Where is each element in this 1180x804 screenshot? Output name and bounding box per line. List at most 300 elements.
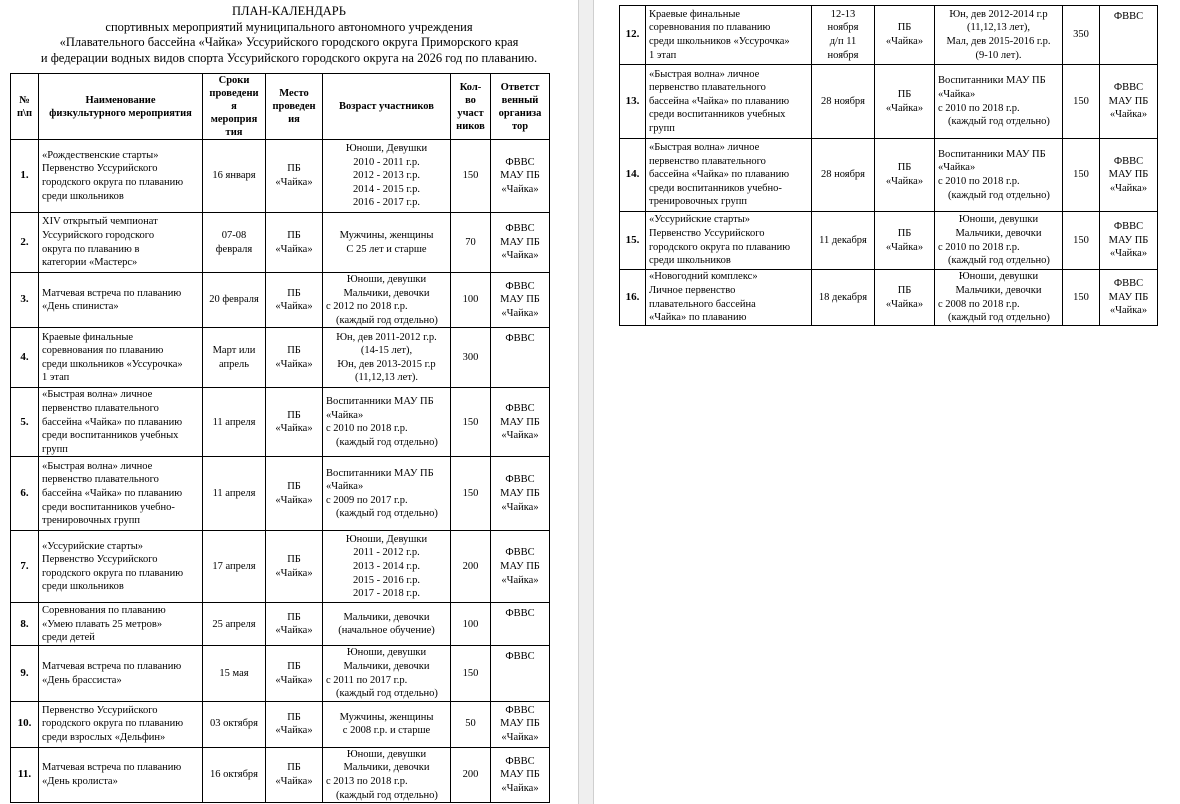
cell-line: МАУ ПБ: [500, 488, 540, 500]
column-header-organizer: [491, 74, 550, 140]
cell-line: МАУ ПБ: [1108, 169, 1149, 181]
cell-line: Соревнования по плаванию: [42, 604, 166, 616]
cell-line: 2014 - 2015 г.р.: [353, 183, 420, 195]
cell-line: «Быстрая волна» личное: [649, 68, 760, 80]
cell-line: «Чайка»: [275, 358, 313, 370]
cell-line: Уссурийского городского: [42, 229, 155, 241]
cell-line: МАУ ПБ: [1108, 291, 1149, 303]
cell-line: Мальчики, девочки: [343, 762, 430, 774]
cell-line: среди воспитанников учебных: [649, 109, 786, 121]
cell-line: МАУ ПБ: [500, 170, 540, 182]
participants-age: [323, 646, 451, 701]
table-row: [620, 270, 1158, 326]
column-header-line: Ответст: [500, 81, 540, 93]
cell-line: 2013 - 2014 г.р.: [353, 561, 420, 573]
cell-line: Первенство Уссурийского: [649, 227, 765, 239]
event-date: [203, 646, 266, 701]
cell-line: МАУ ПБ: [500, 718, 540, 730]
participants-count: 150: [451, 646, 491, 701]
event-date: [203, 701, 266, 747]
table-row: [11, 531, 550, 603]
cell-line: 20 февраля: [209, 294, 259, 306]
cell-line: среди школьников: [42, 190, 124, 202]
cell-line: 12-13: [830, 8, 856, 20]
organizer: [491, 603, 550, 646]
table-row: [620, 139, 1158, 212]
cell-line: «День кролиста»: [42, 775, 118, 787]
cell-line: 11 апреля: [212, 488, 256, 500]
organizer: [491, 388, 550, 457]
events-table-page-1: [10, 73, 550, 803]
cell-line: с 2010 по 2018 г.р.: [326, 423, 408, 435]
cell-line: городского округа по плаванию: [42, 718, 184, 730]
cell-line: 2016 - 2017 г.р.: [353, 197, 420, 209]
cell-line: Юн, дев 2012-2014 г.р: [949, 8, 1048, 20]
cell-line: «Чайка»: [275, 775, 313, 787]
participants-count: 100: [451, 603, 491, 646]
event-place: [266, 603, 323, 646]
cell-line: ПБ: [287, 481, 301, 493]
cell-line: апрель: [218, 358, 250, 370]
cell-line: ПБ: [287, 345, 301, 357]
cell-line: (9-10 лет).: [975, 49, 1022, 61]
cell-line: Первенство Уссурийского: [42, 554, 158, 566]
cell-line: 11 апреля: [212, 416, 256, 428]
cell-line: Юноши, девушки: [346, 274, 427, 285]
event-name: [646, 65, 812, 139]
cell-line: ПБ: [287, 762, 301, 774]
organizer: [1100, 6, 1158, 65]
cell-line: 16 января: [212, 170, 256, 182]
cell-line: 18 декабря: [818, 291, 868, 303]
participants-age: [935, 139, 1063, 212]
event-name: [39, 603, 203, 646]
cell-line: 2010 - 2011 г.р.: [353, 156, 420, 168]
table-header-row: [11, 74, 550, 140]
event-name: [646, 270, 812, 326]
event-name: [39, 747, 203, 802]
event-place: [266, 531, 323, 603]
cell-line: Юноши, Девушки: [345, 533, 428, 545]
event-date: [812, 65, 875, 139]
cell-line: ФВВС: [1113, 82, 1144, 94]
cell-line: «Чайка»: [1109, 305, 1148, 317]
cell-line: ПБ: [287, 229, 301, 241]
participants-count: 50: [451, 701, 491, 747]
table-row: [11, 646, 550, 701]
participants-count: 150: [1063, 212, 1100, 270]
participants-age: [935, 270, 1063, 326]
event-place: [266, 140, 323, 213]
participants-count: 150: [1063, 139, 1100, 212]
cell-line: «Чайка»: [501, 307, 539, 319]
document-header: [0, 4, 578, 66]
cell-line: (каждый год отдельно): [948, 116, 1050, 128]
cell-line: «Чайка»: [501, 501, 539, 513]
column-header-line: тия: [225, 127, 243, 138]
cell-line: Воспитанники МАУ ПБ: [938, 148, 1046, 160]
cell-line: Воспитанники МАУ ПБ: [326, 467, 434, 479]
cell-line: «Рождественские старты»: [42, 149, 159, 161]
cell-line: Первенство Уссурийского: [42, 704, 158, 716]
cell-line: Первенство Уссурийского: [42, 163, 158, 175]
row-number: 11.: [11, 747, 39, 802]
event-date: [812, 212, 875, 270]
cell-line: Воспитанники МАУ ПБ: [326, 396, 434, 408]
cell-line: Мал, дев 2015-2016 г.р.: [946, 36, 1051, 47]
header-line: и федерации водных видов спорта Уссурийского городского округа на 2026 год по плаванию.: [40, 50, 538, 65]
participants-age: [323, 603, 451, 646]
column-header-line: Кол-: [459, 81, 482, 93]
cell-line: среди школьников «Уссурочка»: [42, 358, 183, 370]
cell-line: с 2010 по 2018 г.р.: [938, 102, 1020, 114]
cell-line: Юн, дев 2013-2015 г.р: [337, 358, 436, 370]
event-date: [812, 270, 875, 326]
cell-line: групп: [649, 122, 675, 134]
cell-line: ФВВС: [505, 704, 535, 716]
cell-line: Юноши, девушки: [958, 214, 1039, 226]
event-date: [203, 747, 266, 802]
cell-line: «Быстрая волна» личное: [649, 142, 760, 154]
column-header-date: [203, 74, 266, 140]
cell-line: (каждый год отдельно): [336, 688, 438, 700]
table-row: [620, 65, 1158, 139]
row-number: 16.: [620, 270, 646, 326]
cell-line: ФВВС: [505, 755, 535, 767]
event-name: [39, 646, 203, 701]
cell-line: 1 этап: [649, 49, 677, 61]
cell-line: «Чайка»: [501, 430, 539, 442]
cell-line: среди воспитанников учебно-: [649, 182, 782, 194]
table-row: [11, 328, 550, 388]
cell-line: Мальчики, девочки: [343, 287, 430, 299]
column-header-line: проведени: [209, 88, 259, 99]
event-date: [203, 531, 266, 603]
cell-line: 16 октября: [209, 769, 259, 781]
cell-line: соревнования по плаванию: [649, 22, 771, 34]
cell-line: МАУ ПБ: [500, 561, 540, 573]
cell-line: ФВВС: [505, 402, 535, 414]
organizer: [491, 273, 550, 328]
row-number: 10.: [11, 701, 39, 747]
participants-count: 150: [451, 140, 491, 213]
cell-line: первенство плавательного: [42, 474, 159, 486]
event-name: [646, 139, 812, 212]
cell-line: (каждый год отдельно): [948, 255, 1050, 267]
cell-line: «Чайка»: [885, 298, 924, 310]
column-header-line: №: [19, 94, 30, 106]
cell-line: Март или: [212, 345, 256, 357]
cell-line: Мальчики, девочки: [955, 227, 1042, 239]
cell-line: с 2008 по 2018 г.р.: [938, 298, 1020, 310]
column-header-name: [39, 74, 203, 140]
participants-count: 200: [451, 531, 491, 603]
participants-age: [935, 65, 1063, 139]
cell-line: МАУ ПБ: [500, 416, 540, 428]
cell-line: ФВВС: [1113, 11, 1144, 22]
cell-line: категории «Мастерс»: [42, 257, 138, 269]
cell-line: «Чайка»: [501, 574, 539, 586]
cell-line: с 2010 по 2018 г.р.: [938, 241, 1020, 253]
cell-line: «Чайка»: [275, 423, 313, 435]
participants-count: 150: [451, 457, 491, 531]
event-place: [875, 6, 935, 65]
cell-line: первенство плавательного: [42, 402, 159, 414]
column-header-line: физкультурного мероприятия: [49, 107, 192, 119]
participants-age: [323, 457, 451, 531]
cell-line: ФВВС: [1113, 278, 1144, 290]
row-number: 2.: [11, 213, 39, 273]
document-title: ПЛАН-КАЛЕНДАРЬ: [232, 4, 346, 18]
cell-line: ПБ: [897, 88, 912, 100]
participants-count: 150: [451, 388, 491, 457]
cell-line: среди воспитанников учебных: [42, 430, 179, 442]
cell-line: (каждый год отдельно): [948, 312, 1050, 324]
cell-line: Краевые финальные: [42, 331, 134, 343]
cell-line: «Чайка»: [1109, 248, 1148, 260]
column-header-age: [323, 74, 451, 140]
row-number: 6.: [11, 457, 39, 531]
column-header-place: [266, 74, 323, 140]
cell-line: ПБ: [287, 409, 301, 421]
event-name: [39, 273, 203, 328]
cell-line: «Чайка»: [938, 162, 976, 174]
cell-line: ПБ: [287, 711, 301, 723]
cell-line: ФВВС: [505, 547, 535, 559]
cell-line: 07-08: [221, 229, 247, 241]
event-name: [39, 140, 203, 213]
cell-line: «Чайка»: [501, 732, 539, 744]
cell-line: бассейна «Чайка» по плаванию: [42, 488, 183, 500]
event-place: [875, 65, 935, 139]
cell-line: (каждый год отдельно): [336, 508, 438, 520]
participants-age: [323, 213, 451, 273]
header-line: «Плавательного бассейна «Чайка» Уссурийского городского округа Приморского края: [59, 35, 519, 49]
event-name: [39, 531, 203, 603]
organizer: [491, 646, 550, 701]
cell-line: «Чайка»: [1109, 109, 1148, 121]
event-name: [39, 388, 203, 457]
column-header-line: во: [465, 94, 476, 106]
table-row: [11, 603, 550, 646]
cell-line: ПБ: [287, 554, 301, 566]
cell-line: «Чайка»: [275, 725, 313, 737]
cell-line: МАУ ПБ: [500, 294, 540, 306]
table-row: [11, 273, 550, 328]
cell-line: ПБ: [287, 287, 301, 299]
cell-line: «Уссурийские старты»: [42, 540, 144, 552]
row-number: 4.: [11, 328, 39, 388]
cell-line: «Чайка»: [885, 102, 924, 114]
cell-line: Юноши, девушки: [346, 647, 427, 659]
organizer: [1100, 212, 1158, 270]
cell-line: с 2010 по 2018 г.р.: [938, 176, 1020, 187]
participants-count: 350: [1063, 6, 1100, 65]
cell-line: тренировочных групп: [649, 196, 747, 208]
event-place: [875, 212, 935, 270]
participants-count: 200: [451, 747, 491, 802]
participants-count: 100: [451, 273, 491, 328]
cell-line: ФВВС: [505, 156, 535, 168]
event-date: [203, 273, 266, 328]
cell-line: (каждый год отдельно): [336, 314, 438, 326]
cell-line: Мальчики, девочки: [343, 660, 430, 672]
cell-line: бассейна «Чайка» по плаванию: [649, 169, 790, 181]
cell-line: XIV открытый чемпионат: [42, 216, 158, 228]
event-place: [266, 213, 323, 273]
table-row: [11, 747, 550, 802]
cell-line: Юноши, девушки: [958, 271, 1039, 283]
cell-line: ФВВС: [505, 280, 535, 292]
cell-line: среди взрослых «Дельфин»: [42, 732, 166, 744]
event-date: [203, 213, 266, 273]
cell-line: «Чайка»: [885, 36, 924, 47]
participants-age: [323, 747, 451, 802]
participants-age: [323, 140, 451, 213]
cell-line: 11 декабря: [819, 234, 867, 246]
cell-line: «Чайка»: [501, 250, 539, 262]
cell-line: С 25 лет и старше: [346, 243, 427, 255]
participants-age: [323, 531, 451, 603]
cell-line: (14-15 лет),: [360, 345, 413, 357]
participants-age: [323, 273, 451, 328]
column-header-number: [11, 74, 39, 140]
organizer: [1100, 139, 1158, 212]
cell-line: групп: [42, 443, 68, 455]
cell-line: «Уссурийские старты»: [649, 214, 751, 226]
cell-line: (начальное обучение): [338, 625, 435, 637]
cell-line: 28 ноября: [820, 169, 866, 181]
organizer: [1100, 270, 1158, 326]
cell-line: ФВВС: [505, 333, 535, 345]
participants-age: [935, 212, 1063, 270]
organizer: [1100, 65, 1158, 139]
cell-line: ноября: [827, 49, 859, 61]
event-date: [203, 457, 266, 531]
row-number: 8.: [11, 603, 39, 646]
column-header-line: Сроки: [218, 75, 250, 86]
cell-line: ПБ: [287, 163, 301, 175]
cell-line: ПБ: [287, 611, 301, 623]
cell-line: соревнования по плаванию: [42, 345, 164, 357]
cell-line: 2012 - 2013 г.р.: [353, 170, 420, 182]
cell-line: ФВВС: [1113, 221, 1144, 233]
event-place: [266, 701, 323, 747]
row-number: 1.: [11, 140, 39, 213]
cell-line: округа по плаванию в: [42, 243, 140, 255]
page-gap-scrollbar: [578, 0, 594, 804]
column-header-line: я: [231, 101, 237, 112]
participants-count: 150: [1063, 270, 1100, 326]
cell-line: 2015 - 2016 г.р.: [353, 574, 420, 586]
table-row: [11, 457, 550, 531]
row-number: 14.: [620, 139, 646, 212]
cell-line: первенство плавательного: [649, 155, 766, 167]
column-header-line: ия: [288, 114, 300, 125]
cell-line: «Умею плавать 25 метров»: [42, 618, 163, 630]
cell-line: (каждый год отдельно): [336, 789, 438, 801]
cell-line: «Чайка»: [938, 88, 976, 100]
table-row: [11, 388, 550, 457]
cell-line: среди школьников: [42, 581, 124, 593]
cell-line: «Чайка»: [275, 494, 313, 506]
column-header-line: мероприя: [210, 114, 258, 125]
cell-line: среди школьников «Уссурочка»: [649, 36, 790, 47]
event-place: [266, 388, 323, 457]
organizer: [491, 747, 550, 802]
row-number: 9.: [11, 646, 39, 701]
cell-line: Юн, дев 2011-2012 г.р.: [336, 331, 437, 343]
cell-line: с 2013 по 2018 г.р.: [326, 775, 408, 787]
column-header-line: ников: [456, 120, 485, 132]
cell-line: 03 октября: [209, 718, 259, 730]
participants-count: 150: [1063, 65, 1100, 139]
cell-line: с 2009 по 2017 г.р.: [326, 494, 408, 506]
participants-age: [323, 388, 451, 457]
column-header-line: Возраст участников: [339, 101, 434, 112]
cell-line: ПБ: [897, 284, 912, 296]
event-date: [812, 139, 875, 212]
column-header-line: Наименование: [85, 94, 156, 106]
cell-line: «Чайка»: [501, 183, 539, 195]
cell-line: «Чайка»: [501, 782, 539, 794]
cell-line: городского округа по плаванию: [42, 567, 184, 579]
event-date: [203, 603, 266, 646]
cell-line: Краевые финальные: [649, 8, 741, 20]
event-place: [875, 139, 935, 212]
cell-line: Юноши, Девушки: [345, 143, 428, 155]
events-table-page-2: [619, 5, 1158, 326]
participants-age: [323, 328, 451, 388]
cell-line: Матчевая встреча по плаванию: [42, 660, 182, 672]
header-line: спортивных мероприятий муниципального автономного учреждения: [105, 19, 473, 34]
participants-count: 70: [451, 213, 491, 273]
event-name: [39, 457, 203, 531]
organizer: [491, 457, 550, 531]
cell-line: «Чайка»: [885, 176, 924, 187]
column-header-line: проведен: [272, 101, 316, 112]
cell-line: «Быстрая волна» личное: [42, 389, 153, 401]
row-number: 12.: [620, 6, 646, 65]
cell-line: тренировочных групп: [42, 515, 140, 527]
cell-line: среди воспитанников учебно-: [42, 501, 175, 513]
organizer: [491, 531, 550, 603]
organizer: [491, 328, 550, 388]
cell-line: МАУ ПБ: [1108, 95, 1149, 107]
event-date: [203, 140, 266, 213]
cell-line: с 2011 по 2017 г.р.: [326, 674, 408, 686]
organizer: [491, 213, 550, 273]
event-date: [812, 6, 875, 65]
row-number: 5.: [11, 388, 39, 457]
cell-line: «День спиниста»: [42, 301, 119, 313]
column-header-line: Место: [279, 88, 309, 99]
cell-line: городского округа по плаванию: [42, 177, 184, 188]
event-place: [266, 457, 323, 531]
cell-line: Юноши, девушки: [346, 748, 427, 760]
cell-line: «День брассиста»: [42, 674, 122, 686]
cell-line: 28 ноября: [820, 95, 866, 107]
cell-line: 2017 - 2018 г.р.: [353, 588, 420, 600]
cell-line: 25 апреля: [212, 618, 256, 630]
table-row: [11, 701, 550, 747]
cell-line: ФВВС: [505, 474, 535, 486]
event-place: [266, 747, 323, 802]
event-place: [266, 328, 323, 388]
event-place: [266, 646, 323, 701]
event-name: [39, 213, 203, 273]
cell-line: ПБ: [287, 660, 301, 672]
